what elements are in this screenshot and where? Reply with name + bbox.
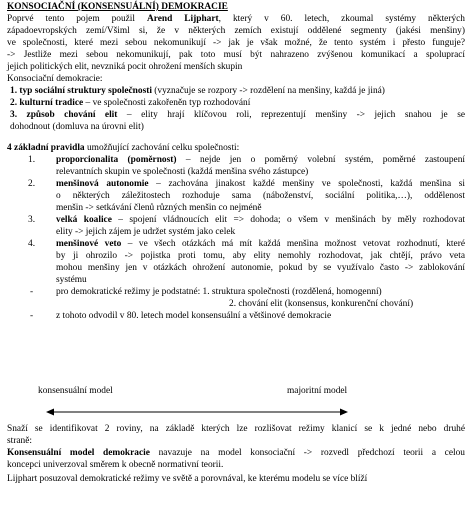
document-title: KONSOCIAČNÍ (KONSENSUÁLNÍ) DEMOKRACIE <box>7 2 228 12</box>
rule-1-cont: relevantních skupin ve společnosti (každá menšina svého zástupce) <box>56 167 309 177</box>
dash-bullet-1: - <box>30 287 34 297</box>
dash-item-1: pro demokratické režimy je podstatné: 1. struktura společnosti (rozdělená, homogenní) <box>56 287 382 297</box>
spectrum-right-label: majoritní model <box>287 386 348 396</box>
rule-2-cont-2: menšin -> setkávání členů různých menšin co nejméně <box>56 203 262 213</box>
spectrum-double-arrow <box>46 407 348 417</box>
rule-4-cont-1: by ji ohrozilo -> pojistka proti tomu, aby elity nemohly rozhodovat, jak chtějí, právo veta <box>56 251 465 261</box>
consociation-item-1: 1. typ sociální struktury společnosti (vyznačuje se rozpory -> rozdělení na menšiny, každá je jiná) <box>10 86 385 96</box>
dash-bullet-2: - <box>30 311 34 321</box>
consociation-heading: Konsociační demokracie: <box>7 74 103 84</box>
rule-4-number: 4. <box>28 239 36 249</box>
rule-1: proporcionalita (poměrnost) – nejde jen o poměrný volební systém, poměrné zastoupení <box>56 155 465 165</box>
intro-line-4: -> Jestliže mezi sebou nekomunikují, pak toto musí být nahrazeno zvýšenou komunikací a spoluprací <box>7 50 465 60</box>
rules-heading: 4 základní pravidla umožňující zachování celku společnosti: <box>7 143 240 153</box>
consociation-item-2: 2. kulturní tradice – ve společnosti zakořeněn typ rozhodování <box>10 98 251 108</box>
closing-para-1-cont: straně: <box>7 436 32 446</box>
author-name: Arend Lijphart <box>146 14 219 24</box>
rule-2-cont-1: o některých záležitostech rozhoduje sama (náboženství, sociální politika,…), oddělenost <box>56 191 465 201</box>
closing-para-2: Konsensuální model demokracie navazuje na model konsociační -> rozvedl předchozí teorii a celou <box>7 448 465 458</box>
intro-line-2: západoevropských zemí/Všiml si, že v některých zemích existují oddělené segmenty (jakési menšiny) <box>7 26 465 36</box>
rule-4: menšinové veto – ve všech otázkách má mít každá menšina možnost vetovat rozhodnutí, které <box>56 239 465 249</box>
rule-1-number: 1. <box>28 155 36 165</box>
dash-item-2: z tohoto odvodil v 80. letech model konsensuální a většinové demokracie <box>56 311 332 321</box>
spectrum-left-label: konsensuální model <box>38 386 113 396</box>
closing-para-2-cont: koncepci univerzoval směrem k obecně normativní teorii. <box>7 460 224 470</box>
intro-line-1: Poprvé tento pojem použil Arend Lijphart, který v 60. letech, zkoumal systémy některých <box>7 14 465 24</box>
consociation-item-3: 3. způsob chování elit – elity hrají klíčovou roli, reprezentují menšiny -> jejich snahou je se <box>10 110 465 120</box>
closing-para-1: Snaží se identifikovat 2 roviny, na základě kterých lze rozlišovat režimy klanicí se k jedné nebo druhé <box>7 424 465 434</box>
rule-2-number: 2. <box>28 179 36 189</box>
rule-3: velká koalice – spojení vládnoucích elit => dohoda; o všem v menšinách by měly rozhodovat <box>56 215 465 225</box>
intro-line-3: ve společnosti, které mezi sebou nekomunikují -> jak je však možné, že tento systém i přesto funguje? <box>7 38 465 48</box>
rule-4-cont-2: mohou menšiny jen v otázkách ohrožení autonomie, pokud by se využívalo často -> zablokování <box>56 263 465 273</box>
intro-line-5: jejich politických elit, nevzniká pocit ohrožení menších skupin <box>7 62 243 72</box>
rule-3-cont: elity -> jejich zájem je udržet systém jako celek <box>56 227 236 237</box>
consociation-item-3-cont: dohodnout (domluva na úrovni elit) <box>10 122 144 132</box>
closing-para-3: Lijphart posuzoval demokratické režimy ve světě a porovnával, ke kterému modelu se více blíží <box>7 474 368 484</box>
rule-3-number: 3. <box>28 215 36 225</box>
rule-4-cont-3: systému <box>56 275 87 285</box>
rule-2: menšinová autonomie – zachována jinakost každé menšiny ve společnosti, každá menšina si <box>56 179 465 189</box>
dash-item-1-cont: 2. chování elit (konsensus, konkurenční chování) <box>229 299 414 309</box>
